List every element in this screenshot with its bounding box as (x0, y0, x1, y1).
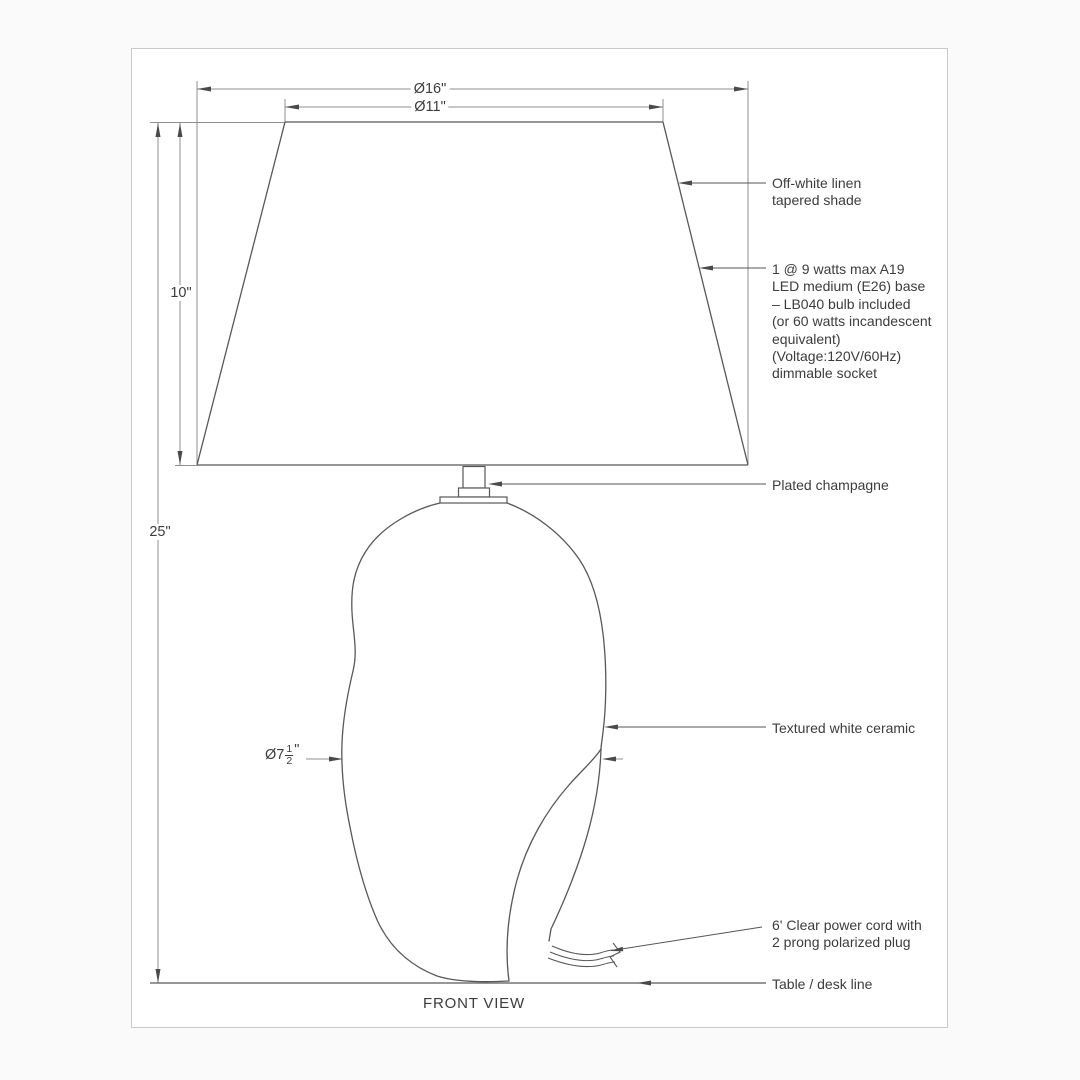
note-shade-line2: tapered shade (772, 192, 862, 209)
power-cord (548, 943, 620, 967)
fraction-numerator: 1 (286, 743, 293, 755)
dimension-lines (150, 81, 748, 983)
note-shade (772, 175, 862, 210)
dim-shade-bottom-diameter: Ø16" (411, 81, 450, 97)
dim-base-prefix: Ø7 (265, 747, 285, 763)
note-bulb-line6: (Voltage:120V/60Hz) (772, 348, 902, 365)
note-bulb-line1: 1 @ 9 watts max A19 (772, 261, 905, 277)
lamp-body-outline (342, 503, 606, 982)
note-body: Textured white ceramic (772, 720, 916, 736)
fraction-denominator: 2 (286, 754, 293, 767)
note-bulb (772, 261, 932, 383)
dim-overall-height: 25" (146, 524, 173, 540)
view-label: FRONT VIEW (423, 995, 525, 1012)
note-cord (772, 917, 922, 952)
note-table: Table / desk line (772, 976, 873, 992)
note-bulb-line4: (or 60 watts incandescent (772, 313, 932, 330)
note-bulb-line5: equivalent) (772, 330, 841, 347)
dim-shade-top-diameter: Ø11" (411, 99, 448, 115)
body-right-edge (507, 503, 606, 749)
note-cord-line2: 2 prong polarized plug (772, 934, 911, 951)
dim-base-fraction (285, 744, 293, 766)
dim-base-diameter (265, 744, 299, 766)
body-crease-line (507, 749, 601, 981)
body-left-bottom-edge (342, 503, 509, 982)
note-cord-line1: 6' Clear power cord with (772, 917, 922, 933)
lamp-shade-outline (197, 122, 748, 465)
arrowheads (156, 87, 749, 986)
note-neck: Plated champagne (772, 477, 889, 493)
note-shade-line1: Off-white linen (772, 175, 862, 191)
note-bulb-line3: – LB040 bulb included (772, 295, 911, 312)
note-bulb-line7: dimmable socket (772, 365, 878, 382)
dim-base-unit: " (294, 742, 300, 758)
note-bulb-line2: LED medium (E26) base (772, 278, 926, 295)
dim-shade-height: 10" (167, 285, 194, 301)
cord-break-mark (610, 943, 620, 967)
leader-lines (491, 183, 766, 951)
